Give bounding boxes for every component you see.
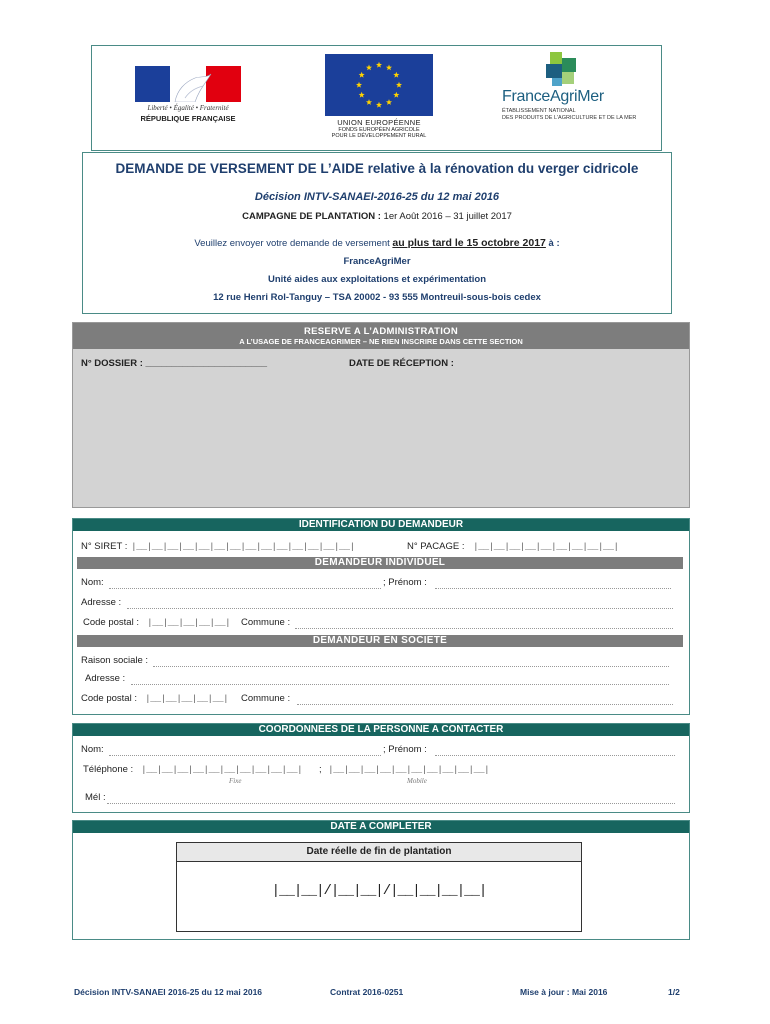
siret-input[interactable]: |__|__|__|__|__|__|__|__|__|__|__|__|__|__| xyxy=(131,541,355,552)
prenom-input[interactable] xyxy=(435,588,671,589)
marianne-icon xyxy=(165,68,215,102)
code-postal-label: Code postal : xyxy=(83,617,139,628)
eu-star-icon xyxy=(396,82,402,88)
contact-nom-label: Nom: xyxy=(81,744,104,755)
pacage-label: N° PACAGE : xyxy=(407,541,465,552)
contact-nom-input[interactable] xyxy=(109,755,381,756)
eu-star-icon xyxy=(393,72,399,78)
adresse-label: Adresse : xyxy=(81,597,122,608)
address-line-1: FranceAgriMer xyxy=(343,256,411,267)
code-postal2-label: Code postal : xyxy=(81,693,137,704)
campaign-value: 1er Août 2016 – 31 juillet 2017 xyxy=(383,211,512,222)
telephone-mobile-input[interactable]: |__|__|__|__|__|__|__|__|__|__| xyxy=(328,764,490,775)
identification-header: IDENTIFICATION DU DEMANDEUR xyxy=(73,519,689,531)
dossier-number-field[interactable]: N° DOSSIER : _______________________ xyxy=(81,358,268,369)
send-suffix: à : xyxy=(548,238,560,249)
footer-decision: Décision INTV-SANAEI 2016-25 du 12 mai 2016 xyxy=(74,987,263,997)
address-line-3: 12 rue Henri Rol-Tanguy – TSA 20002 - 93 555 Montreuil-sous-bois cedex xyxy=(213,292,541,303)
admin-section xyxy=(72,322,690,508)
page-title: DEMANDE DE VERSEMENT DE L’AIDE relative à la rénovation du verger cidricole xyxy=(115,161,639,176)
eu-star-icon xyxy=(376,102,382,108)
commune2-label: Commune : xyxy=(241,693,291,704)
eu-star-icon xyxy=(366,64,372,70)
eu-star-icon xyxy=(359,72,365,78)
send-deadline: au plus tard le 15 octobre 2017 xyxy=(392,237,546,249)
logo-bar xyxy=(91,45,662,151)
code-postal2-input[interactable]: |__|__|__|__|__| xyxy=(145,693,229,704)
eu-star-icon xyxy=(393,92,399,98)
send-prefix: Veuillez envoyer votre demande de versement xyxy=(194,238,390,249)
end-date-box xyxy=(176,842,582,932)
eu-star-icon xyxy=(386,64,392,70)
code-postal-input[interactable]: |__|__|__|__|__| xyxy=(147,617,231,628)
contact-prenom-input[interactable] xyxy=(435,755,675,756)
eu-line2: POUR LE DÉVELOPPEMENT RURAL xyxy=(331,133,427,139)
individuel-header: DEMANDEUR INDIVIDUEL xyxy=(77,557,683,569)
eu-star-icon xyxy=(359,92,365,98)
reception-date-field[interactable]: DATE DE RÉCEPTION : xyxy=(349,358,454,369)
republique-logo xyxy=(135,66,241,106)
raison-sociale-input[interactable] xyxy=(153,666,669,667)
eu-star-icon xyxy=(356,82,362,88)
identification-section xyxy=(72,518,690,715)
eu-line1: FONDS EUROPÉEN AGRICOLE xyxy=(338,127,420,133)
contact-header: COORDONNEES DE LA PERSONNE A CONTACTER xyxy=(73,724,689,736)
raison-sociale-label: Raison sociale : xyxy=(81,655,149,666)
decision-ref: Décision INTV-SANAEI-2016-25 du 12 mai 2016 xyxy=(254,191,500,203)
eu-star-icon xyxy=(376,62,382,68)
date-section xyxy=(72,820,690,940)
address-line-2: Unité aides aux exploitations et expérimentation xyxy=(267,274,487,285)
commune-input[interactable] xyxy=(295,628,673,629)
fixe-caption: Fixe xyxy=(229,777,242,785)
eu-flag xyxy=(325,54,433,116)
footer-update: Mise à jour : Mai 2016 xyxy=(520,987,608,997)
mel-label: Mél : xyxy=(85,792,106,803)
pacage-input[interactable]: |__|__|__|__|__|__|__|__|__| xyxy=(473,541,619,552)
telephone-separator: ; xyxy=(319,764,322,775)
adresse2-input[interactable] xyxy=(131,684,669,685)
telephone-label: Téléphone : xyxy=(83,764,134,775)
campaign-line xyxy=(83,211,671,222)
eu-title: UNION EUROPÉENNE xyxy=(337,118,421,127)
footer-page-number: 1/2 xyxy=(668,987,680,997)
end-date-input[interactable]: |__|__|/|__|__|/|__|__|__|__| xyxy=(271,883,487,899)
republique-motto: Liberté • Égalité • Fraternité xyxy=(147,104,229,112)
send-instructions xyxy=(83,237,671,249)
nom-input[interactable] xyxy=(109,588,381,589)
admin-header xyxy=(73,323,689,349)
mel-input[interactable] xyxy=(107,803,675,804)
adresse2-label: Adresse : xyxy=(85,673,126,684)
admin-title: RESERVE A L’ADMINISTRATION xyxy=(303,326,458,337)
prenom-label: ; Prénom : xyxy=(383,577,427,588)
franceagrimer-mark-icon xyxy=(544,52,584,88)
end-date-title: Date réelle de fin de plantation xyxy=(177,843,581,862)
footer-contrat: Contrat 2016-0251 xyxy=(330,987,404,997)
franceagrimer-line2: DES PRODUITS DE L'AGRICULTURE ET DE LA MER xyxy=(502,115,637,121)
eu-stars-icon xyxy=(325,54,433,116)
mobile-caption: Mobile xyxy=(407,777,427,785)
eu-star-icon xyxy=(386,99,392,105)
title-box xyxy=(82,152,672,314)
siret-label: N° SIRET : xyxy=(81,541,128,552)
adresse-input[interactable] xyxy=(127,608,673,609)
contact-section xyxy=(72,723,690,813)
franceagrimer-name: FranceAgriMer xyxy=(502,88,604,105)
admin-subtitle: A L’USAGE DE FRANCEAGRIMER – NE RIEN INSCRIRE DANS CETTE SECTION xyxy=(239,337,523,346)
franceagrimer-line1: ÉTABLISSEMENT NATIONAL xyxy=(502,108,576,114)
date-header: DATE A COMPLETER xyxy=(73,821,689,833)
republique-name: RÉPUBLIQUE FRANÇAISE xyxy=(140,114,236,123)
commune-label: Commune : xyxy=(241,617,291,628)
campaign-label: CAMPAGNE DE PLANTATION : xyxy=(242,211,381,222)
nom-label: Nom: xyxy=(81,577,104,588)
societe-header: DEMANDEUR EN SOCIETE xyxy=(77,635,683,647)
commune2-input[interactable] xyxy=(297,704,673,705)
telephone-fixe-input[interactable]: |__|__|__|__|__|__|__|__|__|__| xyxy=(141,764,303,775)
contact-prenom-label: ; Prénom : xyxy=(383,744,427,755)
eu-star-icon xyxy=(366,99,372,105)
